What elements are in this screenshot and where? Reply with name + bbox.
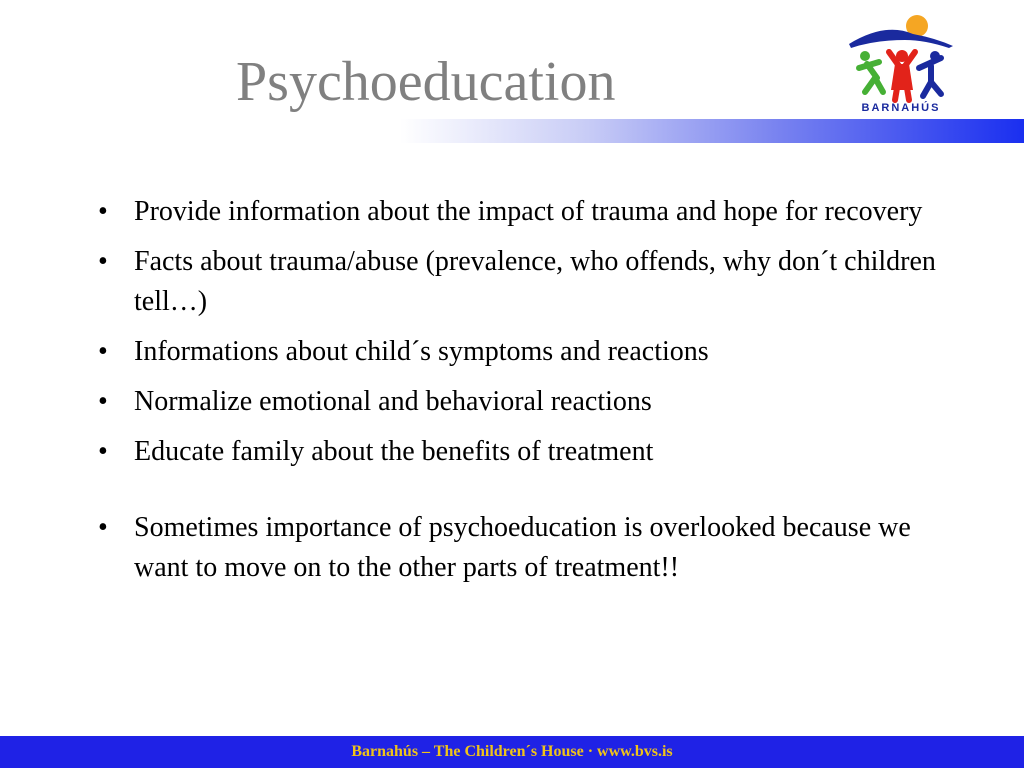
- bullet-text: Educate family about the benefits of treatment: [134, 436, 654, 467]
- footer-text: Barnahús – The Children´s House · www.bvs.is: [351, 743, 673, 760]
- list-item: [98, 382, 938, 422]
- bullet-icon: •: [98, 386, 108, 417]
- bullet-text: Normalize emotional and behavioral reactions: [134, 386, 652, 417]
- bullet-icon: •: [98, 436, 108, 467]
- slide-title: Psychoeducation: [236, 51, 616, 113]
- list-item: [98, 432, 938, 472]
- bullet-text: Informations about child´s symptoms and reactions: [134, 336, 709, 367]
- list-item: [98, 508, 938, 588]
- barnahus-logo: [845, 12, 957, 124]
- barnahus-logo-icon: [845, 12, 957, 104]
- list-item: [98, 192, 938, 232]
- bullet-text: Provide information about the impact of trauma and hope for recovery: [134, 196, 923, 227]
- bullet-icon: •: [98, 196, 108, 227]
- list-item: [98, 242, 938, 322]
- list-item: [98, 332, 938, 372]
- logo-wordmark: BARNAHÚS: [861, 102, 941, 114]
- footer-bar: [0, 736, 1024, 768]
- bullet-list: [98, 192, 938, 598]
- bullet-icon: •: [98, 512, 108, 543]
- bullet-icon: •: [98, 336, 108, 367]
- bullet-text: Sometimes importance of psychoeducation is overlooked because we want to move on to the other parts of treatment!!: [134, 512, 911, 583]
- bullet-icon: •: [98, 246, 108, 277]
- bullet-text: Facts about trauma/abuse (prevalence, who offends, why don´t children tell…): [134, 246, 936, 317]
